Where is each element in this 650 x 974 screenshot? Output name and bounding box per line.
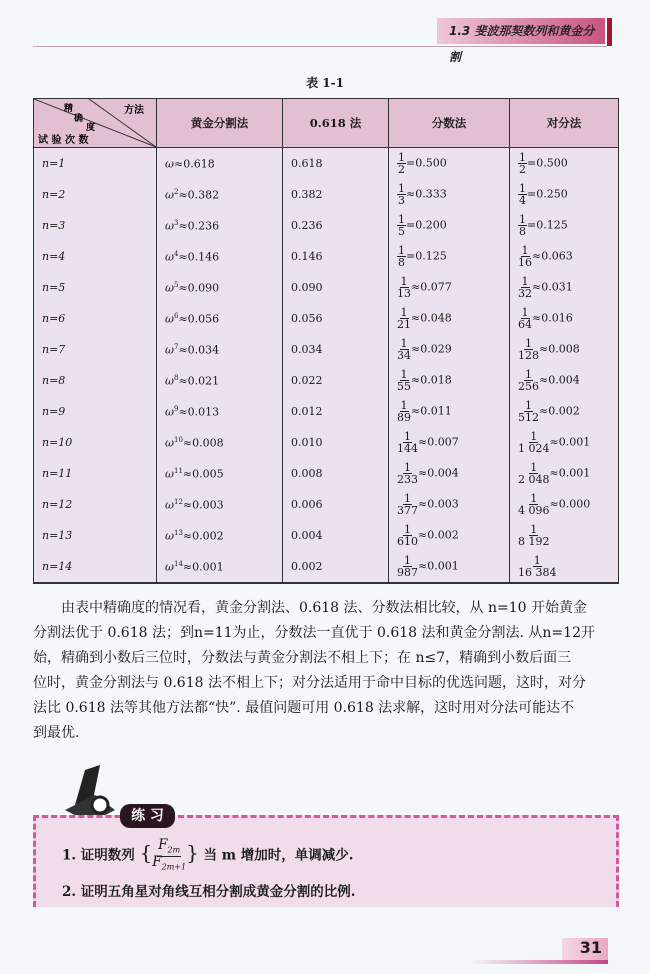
exercise-item-1: 1. 证明数列 { $\frac{F_{2m}}{F_{2m+1}}$ } 当 m 增加时，单调减少. — [62, 837, 354, 872]
fraction-value: $\frac{1}{21}$ ≈0.048 — [389, 303, 510, 334]
m0618-value: 0.034 — [283, 334, 389, 365]
table-row — [34, 458, 619, 489]
golden-value: $\omega^{11}\approx 0.005$ — [157, 458, 283, 489]
table-row — [34, 241, 619, 272]
trial-count: n=1 — [34, 148, 157, 180]
col-fraction: 分数法 — [389, 99, 510, 148]
table-row — [34, 427, 619, 458]
golden-value: $\omega^{14}\approx 0.001$ — [157, 551, 283, 583]
m0618-value: 0.090 — [283, 272, 389, 303]
para-line: 位时，黄金分割法与 0.618 法不相上下；对分法适用于命中目标的优选问题，这时，对分 — [33, 675, 586, 691]
header-bar — [607, 18, 612, 46]
page-number-bar — [470, 960, 608, 964]
golden-value: $\omega^5\approx 0.090$ — [157, 272, 283, 303]
analysis-paragraph — [33, 596, 619, 746]
table-caption: 表 1-1 — [306, 76, 344, 90]
bisection-value: $\frac{1}{8}$ =0.125 — [510, 210, 619, 241]
fraction-value: $\frac{1}{144}$ ≈0.007 — [389, 427, 510, 458]
m0618-value: 0.022 — [283, 365, 389, 396]
trial-count: n=12 — [34, 489, 157, 520]
fraction-value: $\frac{1}{610}$ ≈0.002 — [389, 520, 510, 551]
fraction-value: $\frac{1}{8}$ =0.125 — [389, 241, 510, 272]
m0618-value: 0.012 — [283, 396, 389, 427]
m0618-value: 0.010 — [283, 427, 389, 458]
svg-text:度: 度 — [86, 123, 96, 133]
svg-text:精: 精 — [64, 104, 74, 114]
golden-value: $\omega^6\approx 0.056$ — [157, 303, 283, 334]
bisection-value: $\frac{1}{512}$ ≈0.002 — [510, 396, 619, 427]
golden-value: $\omega^8\approx 0.021$ — [157, 365, 283, 396]
bisection-value: $\frac{1}{2}$ =0.500 — [510, 148, 619, 180]
fraction-value: $\frac{1}{34}$ ≈0.029 — [389, 334, 510, 365]
m0618-value: 0.236 — [283, 210, 389, 241]
golden-value: $\omega^2\approx 0.382$ — [157, 179, 283, 210]
table-row — [34, 520, 619, 551]
bisection-value: $\frac{1}{16}$ ≈0.063 — [510, 241, 619, 272]
table-row — [34, 551, 619, 583]
trial-count: n=13 — [34, 520, 157, 551]
m0618-value: 0.004 — [283, 520, 389, 551]
col-bisection: 对分法 — [510, 99, 619, 148]
table-row — [34, 489, 619, 520]
golden-value: $\omega^9\approx 0.013$ — [157, 396, 283, 427]
trial-count: n=14 — [34, 551, 157, 583]
diagonal-lines — [34, 99, 156, 147]
fraction-value: $\frac{1}{89}$ ≈0.011 — [389, 396, 510, 427]
trial-count: n=3 — [34, 210, 157, 241]
header-rule — [33, 46, 607, 47]
table-row — [34, 303, 619, 334]
m0618-value: 0.006 — [283, 489, 389, 520]
m0618-value: 0.056 — [283, 303, 389, 334]
m0618-value: 0.618 — [283, 148, 389, 180]
col-0618: 0.618 法 — [283, 99, 389, 148]
trial-count: n=7 — [34, 334, 157, 365]
comparison-table — [33, 98, 619, 584]
fraction-value: $\frac{1}{13}$ ≈0.077 — [389, 272, 510, 303]
bisection-value: $\frac{1}{4 096}$ ≈0.000 — [510, 489, 619, 520]
bisection-value: $\frac{1}{1 024}$ ≈0.001 — [510, 427, 619, 458]
fraction-value: $\frac{1}{2}$ =0.500 — [389, 148, 510, 180]
trial-count: n=11 — [34, 458, 157, 489]
trial-count: n=9 — [34, 396, 157, 427]
para-line: 到最优. — [33, 725, 80, 741]
table-row — [34, 334, 619, 365]
para-line: 由表中精确度的情况看，黄金分割法、0.618 法、分数法相比较，从 n=10 开始黄金 — [33, 600, 587, 616]
table-row — [34, 396, 619, 427]
m0618-value: 0.382 — [283, 179, 389, 210]
trial-count: n=10 — [34, 427, 157, 458]
trial-count: n=4 — [34, 241, 157, 272]
page-number: 31 — [562, 938, 608, 960]
para-line: 分割法优于 0.618 法；到n=11为止，分数法一直优于 0.618 法和黄金分割法. 从n=12开 — [33, 625, 595, 641]
table-row — [34, 148, 619, 180]
section-header: 1.3 斐波那契数列和黄金分割 — [437, 18, 605, 44]
col-golden: 黄金分割法 — [157, 99, 283, 148]
table-row — [34, 210, 619, 241]
table-row — [34, 365, 619, 396]
svg-text:确: 确 — [74, 114, 84, 124]
corner-trials: 试 验 次 数 — [38, 135, 89, 146]
fraction-value: $\frac{1}{233}$ ≈0.004 — [389, 458, 510, 489]
fraction-value: $\frac{1}{5}$ =0.200 — [389, 210, 510, 241]
para-line: 法比 0.618 法等其他方法都“快”. 最值问题可用 0.618 法求解，这时用对分法可能达不 — [33, 700, 575, 716]
fraction-value: $\frac{1}{3}$ ≈0.333 — [389, 179, 510, 210]
bisection-value: $\frac{1}{256}$ ≈0.004 — [510, 365, 619, 396]
bisection-value: $\frac{1}{4}$ =0.250 — [510, 179, 619, 210]
bisection-value: $\frac{1}{2 048}$ ≈0.001 — [510, 458, 619, 489]
trial-count: n=5 — [34, 272, 157, 303]
bisection-value: $\frac{1}{32}$ ≈0.031 — [510, 272, 619, 303]
trial-count: n=8 — [34, 365, 157, 396]
m0618-value: 0.008 — [283, 458, 389, 489]
golden-value: $\omega^3\approx 0.236$ — [157, 210, 283, 241]
bisection-value: $\frac{1}{64}$ ≈0.016 — [510, 303, 619, 334]
golden-value: $\omega^7\approx 0.034$ — [157, 334, 283, 365]
bisection-value: $\frac{1}{16 384}$ — [510, 551, 619, 583]
golden-value: $\omega^{12}\approx 0.003$ — [157, 489, 283, 520]
para-line: 始，精确到小数后三位时，分数法与黄金分割法不相上下；在 n≤7，精确到小数后面三 — [33, 650, 572, 666]
trial-count: n=6 — [34, 303, 157, 334]
corner-method: 方法 — [124, 105, 144, 116]
m0618-value: 0.002 — [283, 551, 389, 583]
m0618-value: 0.146 — [283, 241, 389, 272]
bisection-value: $\frac{1}{128}$ ≈0.008 — [510, 334, 619, 365]
trial-count: n=2 — [34, 179, 157, 210]
fraction-value: $\frac{1}{377}$ ≈0.003 — [389, 489, 510, 520]
golden-value: $\omega^{13}\approx 0.002$ — [157, 520, 283, 551]
exercise-title: 练 习 — [120, 804, 175, 828]
table-row — [34, 179, 619, 210]
corner-header — [34, 99, 157, 148]
fraction-value: $\frac{1}{987}$ ≈0.001 — [389, 551, 510, 583]
bisection-value: $\frac{1}{8 192}$ — [510, 520, 619, 551]
golden-value: $\omega^{10}\approx 0.008$ — [157, 427, 283, 458]
table-row — [34, 272, 619, 303]
fraction-value: $\frac{1}{55}$ ≈0.018 — [389, 365, 510, 396]
golden-value: ω≈0.618 — [157, 148, 283, 180]
exercise-item-2: 2. 证明五角星对角线互相分割成黄金分割的比例. — [62, 884, 356, 900]
golden-value: $\omega^4\approx 0.146$ — [157, 241, 283, 272]
